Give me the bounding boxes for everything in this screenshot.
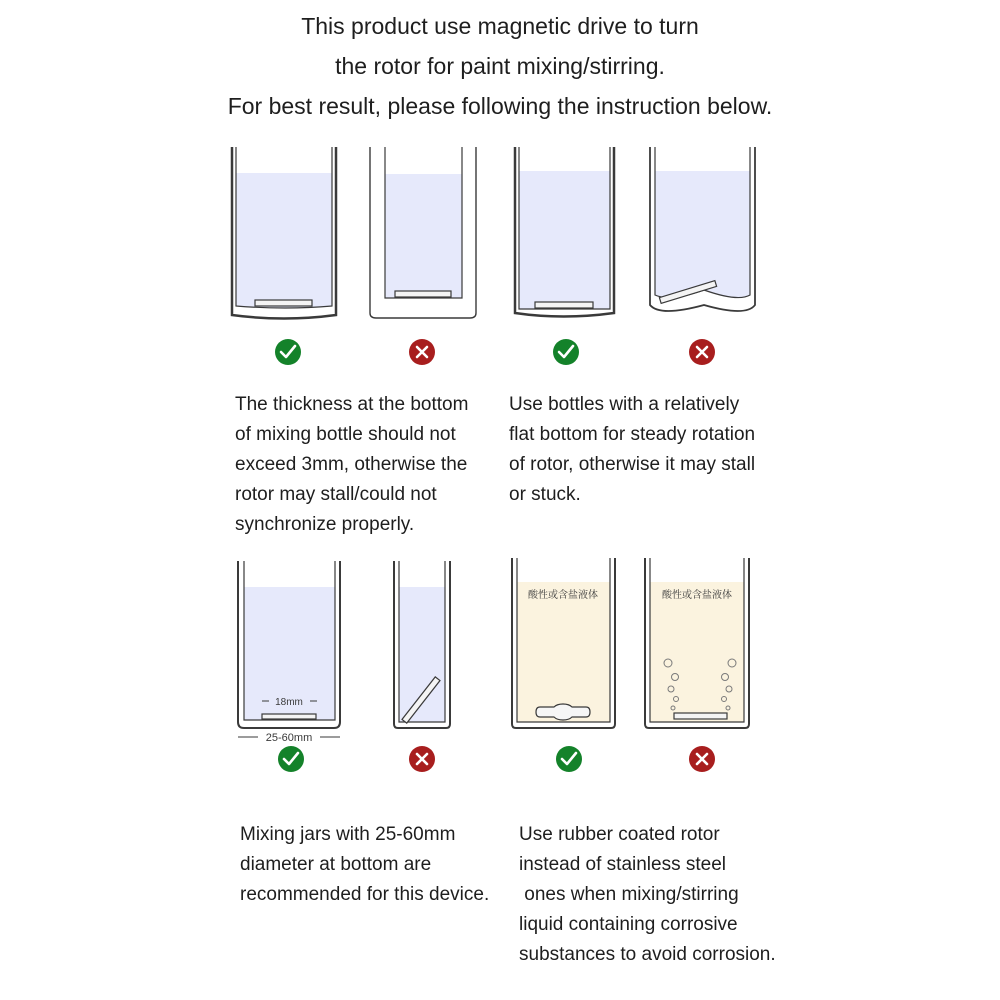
caption-flat-bottom: Use bottles with a relatively flat bottom for steady rotation of rotor, otherwise it may stall or stuck.	[509, 394, 756, 505]
steel-rotor-jar	[645, 558, 749, 728]
check-circle-icon	[278, 746, 304, 772]
intro-line-3: For best result, please following the instruction below.	[227, 93, 773, 119]
liquid-label: 酸性或含盐液体	[662, 590, 732, 601]
intro-line-1: This product use magnetic drive to turn	[301, 13, 699, 39]
intro-line-2: the rotor for paint mixing/stirring.	[335, 53, 665, 79]
curved-bottom-bottle	[650, 147, 755, 311]
stir-rotor	[262, 714, 316, 719]
check-circle-icon	[556, 746, 582, 772]
stir-rotor	[535, 302, 593, 308]
thick-bottom-bottle	[370, 147, 476, 318]
rubber-rotor	[536, 704, 590, 720]
rubber-rotor-jar	[512, 558, 615, 728]
wide-jar	[238, 561, 340, 744]
check-circle-icon	[553, 339, 579, 365]
steel-rotor	[674, 713, 727, 719]
narrow-jar	[394, 561, 450, 728]
caption-rubber-rotor: Use rubber coated rotor instead of stainless steel ones when mixing/stirring liquid containing corrosive substances to avoid corrosion.	[519, 824, 776, 965]
check-circle-icon	[275, 339, 301, 365]
stir-rotor	[395, 291, 451, 297]
liquid-label: 酸性或含盐液体	[528, 590, 598, 601]
x-circle-icon	[409, 339, 435, 365]
thin-bottom-bottle	[232, 147, 336, 319]
diameter-label: 25-60mm	[265, 732, 313, 744]
x-circle-icon	[409, 746, 435, 772]
stir-rotor	[255, 300, 312, 306]
flat-bottom-bottle	[515, 147, 614, 317]
rotor-size-label: 18mm	[275, 697, 303, 708]
x-circle-icon	[689, 746, 715, 772]
caption-jar-diameter: Mixing jars with 25-60mm diameter at bottom are recommended for this device.	[240, 824, 490, 905]
caption-bottom-thickness: The thickness at the bottom of mixing bottle should not exceed 3mm, otherwise the rotor may stall/could not synchronize properly.	[235, 394, 469, 535]
x-circle-icon	[689, 339, 715, 365]
